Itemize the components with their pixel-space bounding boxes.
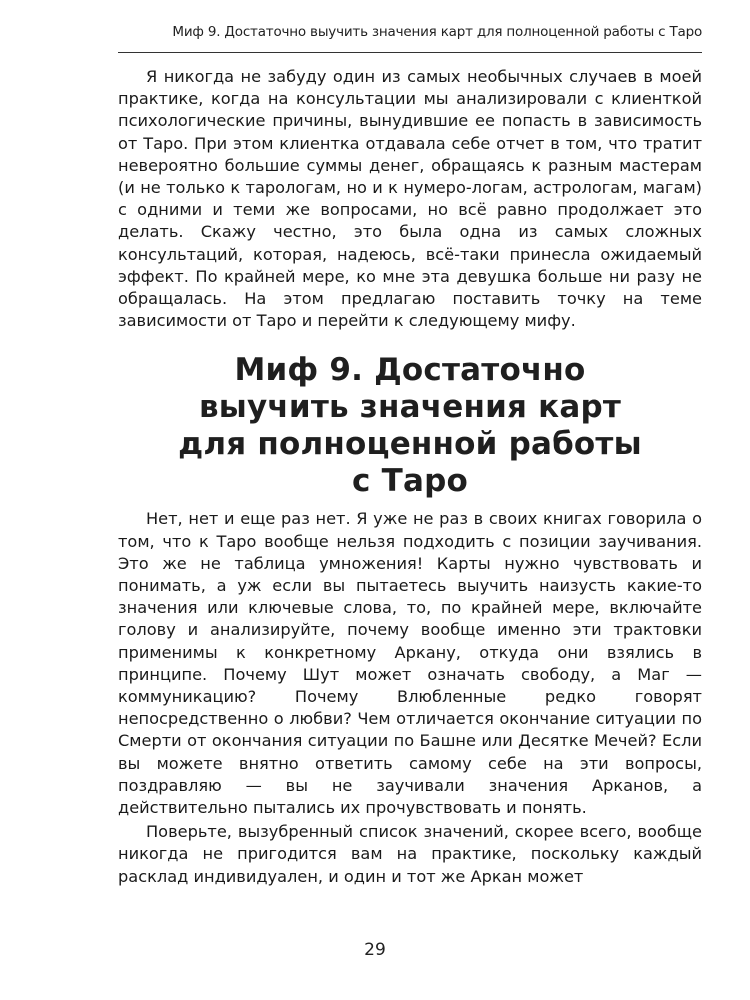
header-rule [118,52,702,53]
page-content [118,66,702,888]
chapter-title-line: для полноценной работы [178,426,642,463]
chapter-title-line: Миф 9. Достаточно [234,352,586,389]
page-number: 29 [364,940,386,960]
paragraph: Нет, нет и еще раз нет. Я уже не раз в своих книгах говорила о том, что к Таро вообще нельзя подходить с позиции заучивания. Это же не таблица умножения! Карты нужно чувствовать и понимать, а уж если вы пытаетесь выучить наизусть какие-то значения или ключевые слова, то, по крайней мере, включайте голову и анализируйте, почему вообще именно эти трактовки применимы к конкретному Аркану, откуда они взялись в принципе. Почему Шут может означать свободу, а Маг — коммуникацию? Почему Влюбленные редко говорят непосредственно о любви? Чем отличается окончание ситуации по Смерти от окончания ситуации по Башне или Десятке Мечей? Если вы можете внятно ответить самому себе на эти вопросы, поздравляю — вы не заучивали значения Арканов, а действительно пытались их прочувствовать и понять. [118,509,702,818]
running-header: Миф 9. Достаточно выучить значения карт для полноценной работы с Таро [172,24,702,40]
paragraph: Я никогда не забуду один из самых необычных случаев в моей практике, когда на консультации мы анализировали с клиенткой психологические причины, вынудившие ее попасть в зависимость от Таро. При этом клиентка отдавала себе отчет в том, что тратит невероятно большие суммы денег, обращаясь к разным мастерам (и не только к тарологам, но и к нумеро-логам, астрологам, магам) с одними и теми же вопросами, но всё равно продолжает это делать. Скажу честно, это была одна из самых сложных консультаций, которая, надеюсь, всё-таки принесла ожидаемый эффект. По крайней мере, ко мне эта девушка больше ни разу не обращалась. На этом предлагаю поставить точку на теме зависимости от Таро и перейти к следующему мифу. [118,67,702,331]
chapter-title-line: выучить значения карт [198,389,622,426]
chapter-title [118,352,702,500]
paragraph: Поверьте, вызубренный список значений, скорее всего, вообще никогда не пригодится вам на практике, поскольку каждый расклад индивидуален, и один и тот же Аркан может [118,822,702,886]
chapter-title-line: с Таро [352,463,468,500]
